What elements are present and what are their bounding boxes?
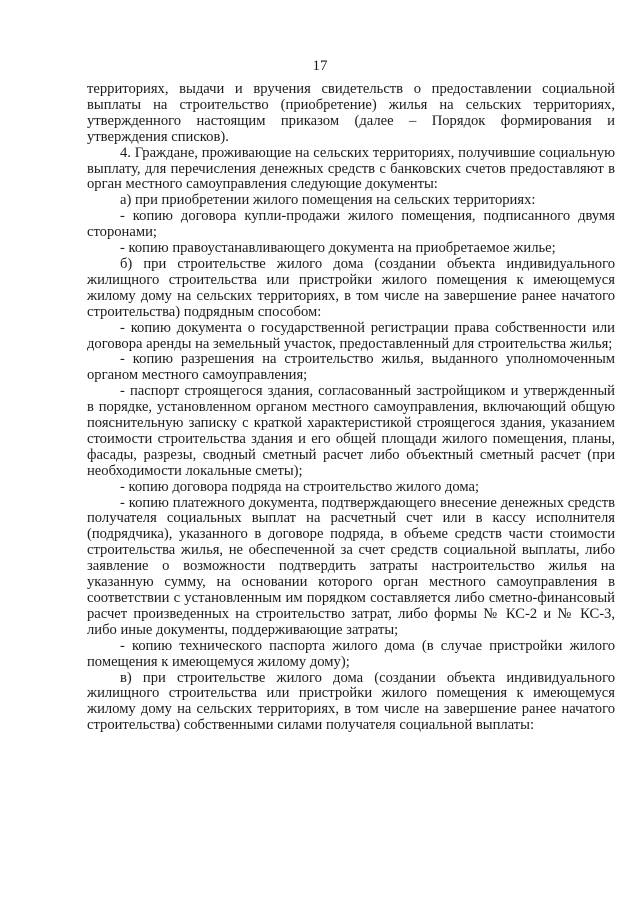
list-item: - копию технического паспорта жилого дома (в случае пристройки жилого помещения к имеющемуся жилому дому); bbox=[87, 637, 615, 670]
page-number: 17 bbox=[312, 58, 328, 74]
paragraph-subitem-b: б) при строительстве жилого дома (создании объекта индивидуального жилищного строительства или пристройки жилого помещения к имеющемуся жилому дому на сельских территориях, в том числе на завершение ранее начатого строительства) подрядным способом: bbox=[87, 255, 615, 320]
paragraph-item-4: 4. Граждане, проживающие на сельских территориях, получившие социальную выплату, для перечисления денежных средств с банковских счетов предоставляют в орган местного самоуправления следующие документы: bbox=[87, 144, 615, 193]
paragraph-continuation: территориях, выдачи и вручения свидетельств о предоставлении социальной выплаты на строительство (приобретение) жилья на сельских территориях, утвержденного настоящим приказом (далее – Порядок формирования и утверждения списков). bbox=[87, 81, 615, 145]
list-item: - копию договора подряда на строительство жилого дома; bbox=[120, 478, 480, 495]
document-body bbox=[87, 82, 615, 734]
list-item: - копию документа о государственной регистрации права собственности или договора аренды на земельный участок, предоставленный для строительства жилья; bbox=[87, 319, 615, 352]
paragraph-subitem-v: в) при строительстве жилого дома (создании объекта индивидуального жилищного строительства или пристройки жилого помещения к имеющемуся жилому дому на сельских территориях, в том числе на завершение ранее начатого строительства) собственными силами получателя социальной выплаты: bbox=[87, 669, 615, 734]
list-item: - копию платежного документа, подтверждающего внесение денежных средств получателя социальных выплат на расчетный счет или в кассу исполнителя (подрядчика), указанного в договоре подряда, в объеме средств части стоимости строительства жилья, не обеспеченной за счет средств социальной выплаты, либо заявление о возможности подтвердить затраты настроительство жилья на указанную сумму, на основании которого орган местного самоуправления в соответствии с установленным им порядком составляется либо сметно-финансовый расчет произведенных на строительство затрат, либо формы № КС-2 и № КС-3, либо иные документы, поддерживающие затраты; bbox=[87, 494, 615, 638]
paragraph-subitem-a: а) при приобретении жилого помещения на сельских территориях: bbox=[120, 192, 536, 209]
list-item: - паспорт строящегося здания, согласованный застройщиком и утвержденный в порядке, установленном органом местного самоуправления, включающий общую пояснительную записку с краткой характеристикой строящегося здания, указанием стоимости строительства здания и его общей площади жилого помещения, планы, фасады, разрезы, сводный сметный расчет либо объектный сметный расчет (при необходимости локальные сметы); bbox=[87, 383, 615, 479]
list-item: - копию договора купли-продажи жилого помещения, подписанного двумя сторонами; bbox=[87, 208, 615, 241]
list-item: - копию разрешения на строительство жилья, выданного уполномоченным органом местного самоуправления; bbox=[87, 351, 615, 384]
list-item: - копию правоустанавливающего документа на приобретаемое жилье; bbox=[120, 240, 556, 257]
